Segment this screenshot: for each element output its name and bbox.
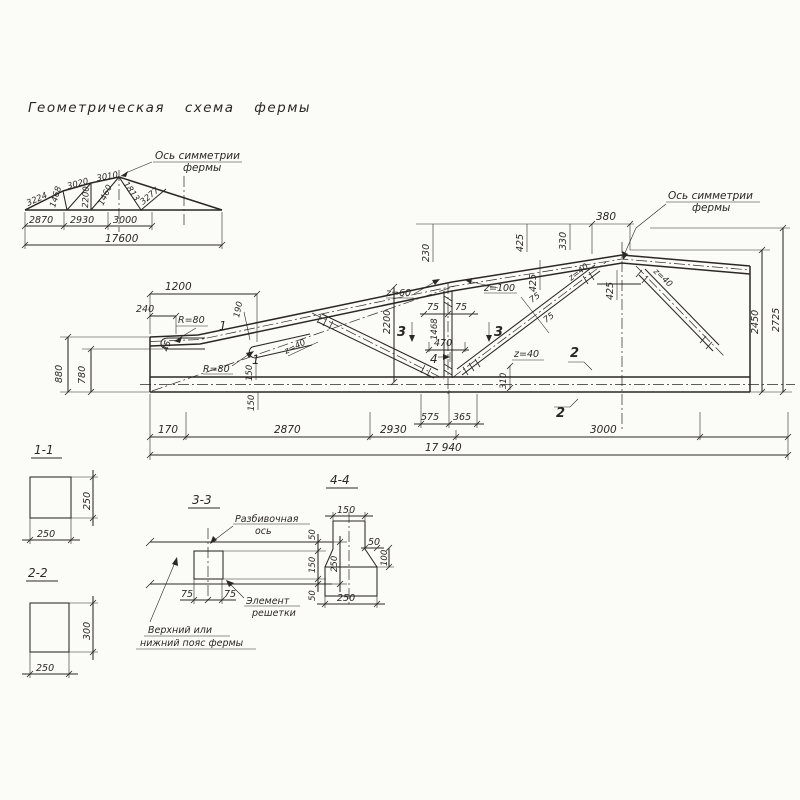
section-3-3-dim-250: 250: [330, 555, 340, 572]
section-4-4: [317, 473, 394, 608]
dim-150-b: 150: [247, 394, 257, 411]
drawing-title: Геометрическая схема фермы: [28, 100, 312, 116]
section-3-3-chord-label-line1: Верхний или: [148, 625, 213, 636]
dim-230: 230: [421, 243, 432, 262]
dim-z100: z=100: [484, 283, 516, 294]
section-3-3-dim-50-top: 50: [308, 529, 318, 540]
dim-75-c: 75: [527, 290, 543, 306]
web-diagonal-left: [312, 313, 444, 379]
section-3-3-title: 3-3: [192, 493, 212, 507]
section-3-3-axis-label-line2: ось: [255, 526, 272, 537]
section-3-3-dim-75-left: 75: [181, 589, 194, 600]
cut-mark-2-a: 2: [570, 346, 580, 361]
scheme-dim-1468: 1468: [48, 185, 65, 209]
section-3-3-dim-150: 150: [308, 556, 318, 573]
section-1-1-dim-width: 250: [37, 529, 56, 540]
section-4-4-dim-50: 50: [368, 537, 381, 548]
dim-r80-b: R=80: [203, 364, 230, 375]
scheme-dim-total-17600: 17600: [105, 233, 139, 245]
dim-780: 780: [77, 365, 88, 384]
section-3-3-dim-75-right: 75: [224, 589, 237, 600]
dim-2450: 2450: [750, 309, 761, 334]
scheme-dim-3010: 3010: [95, 170, 119, 184]
scheme-dim-2870: 2870: [29, 215, 54, 226]
scheme-dim-1813: 1813: [120, 179, 142, 204]
dim-z40-apex-right: z=40: [650, 266, 675, 290]
dim-575: 575: [421, 412, 440, 423]
section-1-1-dim-height: 250: [82, 491, 93, 510]
dim-330: 330: [558, 231, 569, 250]
main-axis-label-line1: Ось симметрии: [668, 190, 753, 202]
dim-150-a: 150: [245, 364, 255, 381]
main-truss-elevation: [54, 190, 795, 460]
dim-2870: 2870: [274, 424, 301, 436]
section-3-3-element-label-line1: Элемент: [246, 596, 290, 607]
scheme-axis-label-line1: Ось симметрии: [155, 150, 240, 162]
section-2-2: [22, 566, 98, 678]
dim-1468: 1468: [430, 318, 440, 340]
cut-mark-1-b: 1: [252, 353, 260, 367]
scheme-dim-2200: 2200: [81, 186, 92, 209]
dim-470: 470: [434, 338, 453, 349]
dim-880: 880: [54, 364, 65, 383]
scheme-axis-label-line2: фермы: [183, 162, 222, 174]
section-3-3-axis-label-line1: Разбивочная: [235, 514, 299, 525]
scheme-dim-3277: 3277: [138, 185, 162, 208]
dim-425-a: 425: [515, 233, 526, 252]
section-3-3-chord-label-line2: нижний пояс фермы: [140, 638, 244, 649]
dim-2200: 2200: [382, 309, 393, 334]
right-height-dims: [630, 225, 792, 395]
section-3-3-element-label-line2: решетки: [252, 608, 296, 619]
dim-r80-a: R=80: [178, 315, 205, 326]
dim-425-c: 425: [605, 281, 616, 300]
dim-45: 45: [161, 339, 174, 353]
dim-2930: 2930: [380, 424, 407, 436]
dim-z40-right-diagonal: z=40: [514, 349, 540, 360]
dim-2725: 2725: [771, 307, 782, 332]
section-3-3-dim-50-bottom: 50: [308, 590, 318, 601]
section-1-1-title: 1-1: [34, 443, 54, 457]
section-4-4-dim-100: 100: [380, 549, 390, 566]
cut-mark-2-a-flag: [568, 362, 592, 370]
dim-75-d: 75: [541, 310, 557, 326]
scheme-dim-1460: 1460: [96, 183, 115, 208]
cut-mark-3-b: 3: [494, 325, 504, 340]
dim-380: 380: [596, 211, 617, 223]
dim-z60: z=60: [386, 288, 412, 299]
dim-190: 190: [232, 300, 246, 319]
dim-75-b: 75: [455, 302, 468, 313]
dim-z40-left-diagonal: z=40: [282, 337, 308, 357]
geometric-scheme: [22, 150, 242, 249]
section-2-2-title: 2-2: [28, 566, 48, 580]
scheme-dim-3000: 3000: [113, 215, 138, 226]
cut-mark-1-a: 1: [219, 319, 227, 333]
main-axis-label-line2: фермы: [692, 202, 731, 214]
section-2-2-profile: [30, 603, 69, 652]
dim-total-17940: 17 940: [425, 442, 462, 454]
section-1-1: [22, 443, 98, 544]
dim-75-a: 75: [427, 302, 440, 313]
scheme-dim-3020: 3020: [66, 176, 90, 192]
section-1-1-profile: [30, 477, 71, 518]
main-bottom-dims: [147, 390, 791, 460]
cut-mark-4: 4: [430, 352, 438, 366]
dim-240: 240: [136, 304, 155, 315]
dim-365: 365: [453, 412, 472, 423]
scheme-dim-2930: 2930: [70, 215, 95, 226]
section-3-3-lattice-element: [194, 551, 223, 579]
dim-170: 170: [158, 424, 179, 436]
dim-310: 310: [499, 372, 509, 389]
section-3-3: [136, 493, 347, 649]
cut-mark-2-b: 2: [556, 406, 566, 421]
cut-mark-3-a: 3: [397, 325, 407, 340]
section-4-4-dim-250: 250: [337, 593, 356, 604]
section-2-2-dim-width: 250: [36, 663, 55, 674]
scheme-dim-3224: 3224: [25, 190, 49, 209]
dim-425-b: 425: [528, 273, 539, 292]
dim-3000: 3000: [590, 424, 617, 436]
section-2-2-dim-height: 300: [82, 621, 93, 640]
section-4-4-title: 4-4: [330, 473, 350, 487]
dim-1200: 1200: [165, 281, 192, 293]
section-4-4-dim-150: 150: [337, 505, 356, 516]
dim-z40-apex-left: z=40: [566, 261, 591, 284]
